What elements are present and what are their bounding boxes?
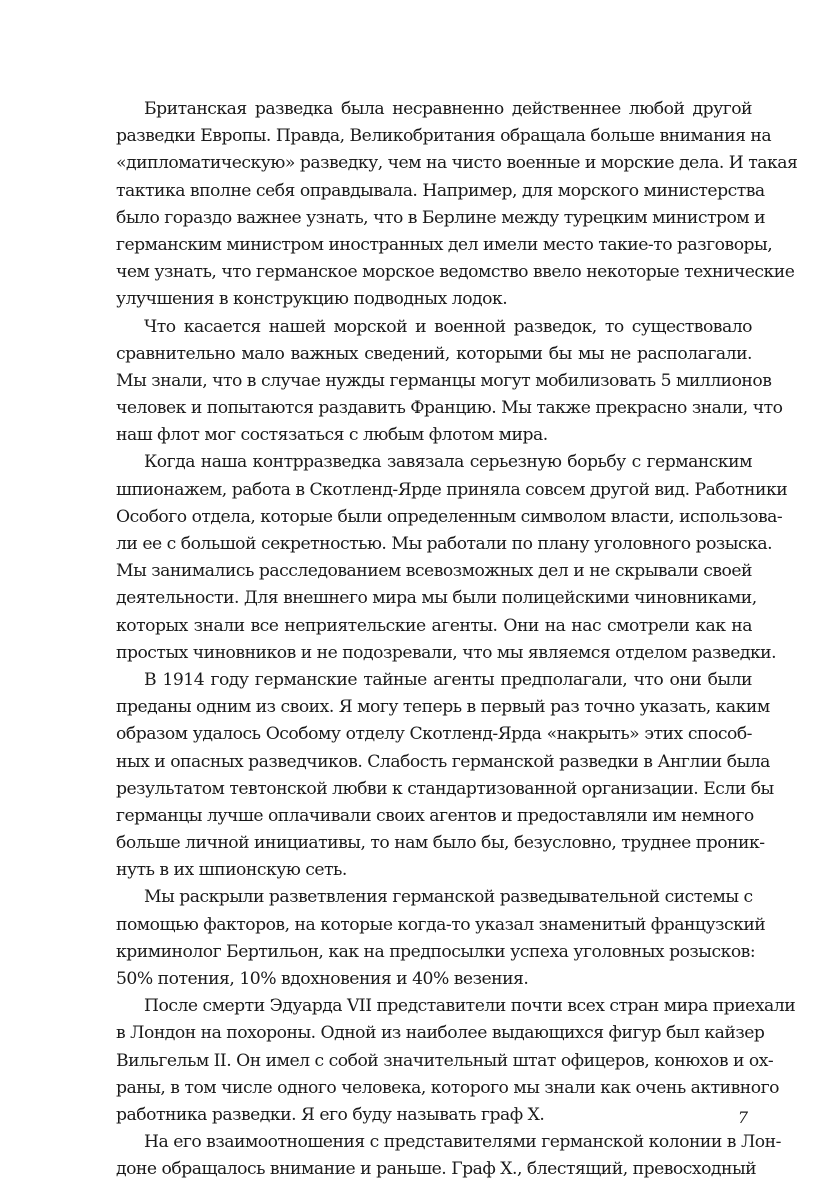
text-line: германцы лучше оплачивали своих агентов и предоставляли им немного	[116, 805, 754, 826]
text-line: больше личной инициативы, то нам было бы, безусловно, труднее проник-	[116, 833, 765, 854]
paragraph	[116, 884, 766, 993]
text-line: Когда наша контрразведка завязала серьезную борьбу с германским	[144, 452, 752, 473]
text-line: человек и попытаются раздавить Францию. Мы также прекрасно знали, что	[116, 398, 783, 419]
text-line: После смерти Эдуарда VII представители почти всех стран мира приехали	[144, 996, 796, 1017]
text-line: ли ее с большой секретностью. Мы работали по плану уголовного розыска.	[116, 534, 773, 554]
body-text	[116, 96, 798, 1184]
text-line: Особого отдела, которые были определенным символом власти, использова-	[116, 506, 783, 527]
text-line: доне обращалось внимание и раньше. Граф Х., блестящий, превосходный	[116, 1159, 757, 1180]
text-line: ных и опасных разведчиков. Слабость германской разведки в Англии была	[116, 751, 770, 772]
paragraph	[116, 993, 796, 1129]
text-line: В 1914 году германские тайные агенты предполагали, что они были	[144, 669, 752, 690]
paragraph	[116, 314, 783, 450]
text-line: сравнительно мало важных сведений, которыми бы мы не располагали.	[116, 343, 752, 364]
text-line: помощью факторов, на которые когда-то указал знаменитый французский	[116, 914, 766, 935]
text-line: шпионажем, работа в Скотленд-Ярде приняла совсем другой вид. Работники	[116, 479, 788, 500]
text-line: деятельности. Для внешнего мира мы были полицейскими чиновниками,	[116, 588, 757, 609]
text-line: Что касается нашей морской и военной разведок, то существовало	[144, 316, 752, 337]
text-line: чем узнать, что германское морское ведомство ввело некоторые технические	[116, 262, 795, 283]
text-line: наш флот мог состязаться с любым флотом мира.	[116, 425, 548, 446]
text-line: в Лондон на похороны. Одной из наиболее выдающихся фигур был кайзер	[116, 1023, 765, 1044]
paragraph	[116, 667, 774, 885]
text-line: разведки Европы. Правда, Великобритания обращала больше внимания на	[116, 126, 772, 147]
text-line: 50% потения, 10% вдохновения и 40% везения.	[116, 969, 529, 989]
paragraph	[116, 1129, 781, 1183]
text-line: Мы знали, что в случае нужды германцы могут мобилизовать 5 миллионов	[116, 370, 772, 391]
page-number: 7	[737, 1108, 748, 1127]
text-line: Мы занимались расследованием всевозможных дел и не скрывали своей	[116, 561, 752, 582]
text-line: Мы раскрыли разветвления германской разведывательной системы с	[144, 887, 753, 908]
text-line: нуть в их шпионскую сеть.	[116, 860, 347, 881]
text-line: было гораздо важнее узнать, что в Берлине между турецким министром и	[116, 207, 766, 228]
text-line: преданы одним из своих. Я могу теперь в первый раз точно указать, каким	[116, 697, 770, 718]
text-line: Вильгельм II. Он имел с собой значительный штат офицеров, конюхов и ох-	[116, 1050, 774, 1071]
text-line: германским министром иностранных дел имели место такие-то разговоры,	[116, 234, 773, 255]
text-line: раны, в том числе одного человека, которого мы знали как очень активного	[116, 1077, 779, 1098]
text-line: улучшения в конструкцию подводных лодок.	[116, 289, 508, 310]
text-line: На его взаимоотношения с представителями германской колонии в Лон-	[144, 1132, 781, 1153]
text-line: криминолог Бертильон, как на предпосылки успеха уголовных розысков:	[116, 941, 756, 962]
text-line: работника разведки. Я его буду называть граф Х.	[116, 1104, 545, 1125]
text-line: Британская разведка была несравненно действеннее любой другой	[144, 99, 752, 119]
paragraph	[116, 449, 788, 667]
paragraph	[116, 96, 798, 314]
text-line: простых чиновников и не подозревали, что мы являемся отделом разведки.	[116, 642, 777, 663]
text-line: образом удалось Особому отделу Скотленд-Ярда «накрыть» этих способ-	[116, 724, 752, 745]
text-line: которых знали все неприятельские агенты. Они на нас смотрели как на	[116, 615, 752, 636]
text-line: тактика вполне себя оправдывала. Например, для морского министерства	[116, 180, 765, 201]
text-line: результатом тевтонской любви к стандартизованной организации. Если бы	[116, 778, 774, 799]
text-line: «дипломатическую» разведку, чем на чисто военные и морские дела. И такая	[116, 153, 798, 174]
